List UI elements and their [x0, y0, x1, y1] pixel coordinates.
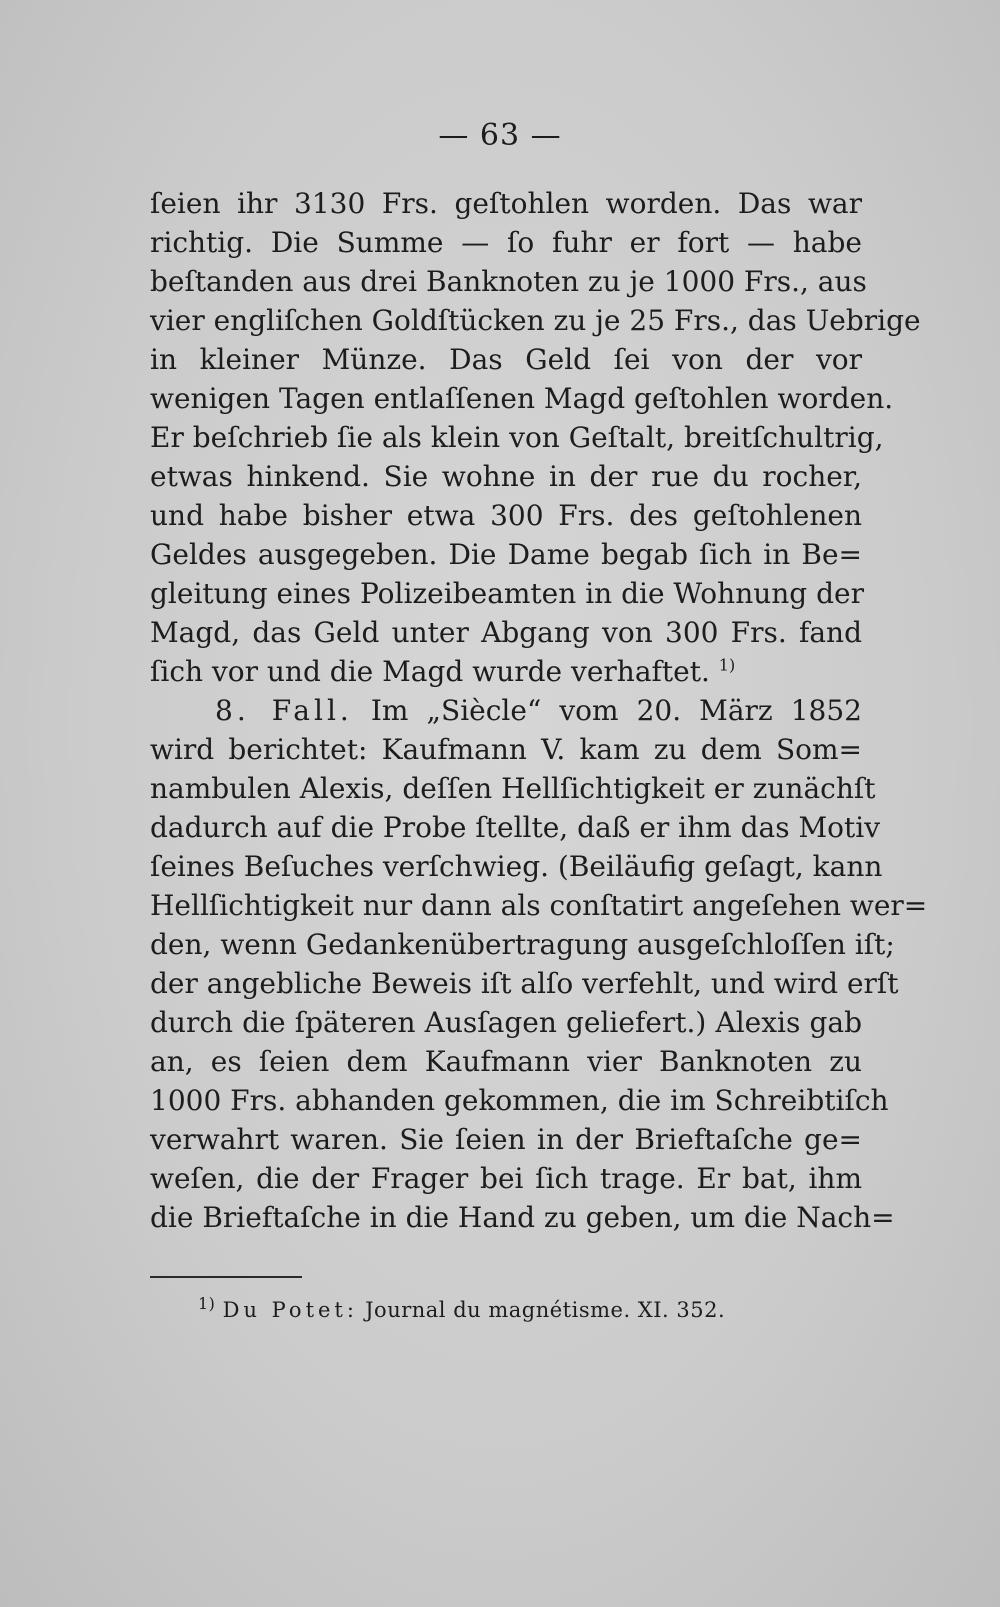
text-line: die Brieftaſche in die Hand zu geben, um die Nach=	[150, 1201, 895, 1234]
text-line: Er beſchrieb ſie als klein von Geſtalt, breitſchultrig,	[150, 421, 884, 454]
text-line: in kleiner Münze. Das Geld ſei von der vor	[150, 343, 862, 376]
footnote	[198, 1296, 725, 1324]
text-line: den, wenn Gedankenübertragung ausgeſchloſſen iſt;	[150, 928, 895, 961]
text-line: richtig. Die Summe — ſo fuhr er fort — habe	[150, 226, 862, 259]
text-line: beſtanden aus drei Banknoten zu je 1000 Frs., aus	[150, 265, 867, 298]
text-line: verwahrt waren. Sie ſeien in der Brieftaſche ge=	[150, 1123, 862, 1156]
footnote-divider	[150, 1276, 302, 1278]
text-line: gleitung eines Polizeibeamten in die Wohnung der	[150, 577, 864, 610]
footnote-marker: 1)	[198, 1294, 216, 1313]
footnote-reference: 1)	[718, 655, 736, 675]
footnote-text: Journal du magnétisme. XI. 352.	[365, 1298, 726, 1322]
text-line: ſeines Beſuches verſchwieg. (Beiläufig geſagt, kann	[150, 850, 883, 883]
text-line: 1000 Frs. abhanden gekommen, die im Schreibtiſch	[150, 1084, 889, 1117]
case-label: 8. Fall.	[215, 694, 353, 727]
main-text	[150, 184, 928, 1237]
text-line: etwas hinkend. Sie wohne in der rue du rocher,	[150, 460, 862, 493]
text-line: weſen, die der Frager bei ſich trage. Er bat, ihm	[150, 1162, 862, 1195]
case-heading-line	[150, 691, 862, 730]
text-line: Geldes ausgegeben. Die Dame begab ſich in Be=	[150, 538, 862, 571]
footnote-author: Du Potet:	[222, 1298, 358, 1322]
text-line-last-paragraph-1	[150, 652, 862, 691]
page-number: — 63 —	[438, 118, 562, 153]
text-line: durch die ſpäteren Ausſagen geliefert.) Alexis gab	[150, 1006, 862, 1039]
text-line: wenigen Tagen entlaſſenen Magd geſtohlen worden.	[150, 382, 894, 415]
text-line: ſich vor und die Magd wurde verhaftet.	[150, 655, 710, 688]
text-line: Hellſichtigkeit nur dann als conſtatirt angeſehen wer=	[150, 889, 928, 922]
text-line: ſeien ihr 3130 Frs. geſtohlen worden. Das war	[150, 187, 862, 220]
text-line: dadurch auf die Probe ſtellte, daß er ihm das Motiv	[150, 811, 881, 844]
case-heading-rest: Im „Siècle“ vom 20. März 1852	[370, 694, 862, 727]
text-line: der angebliche Beweis iſt alſo verfehlt, und wird erſt	[150, 967, 899, 1000]
text-line: und habe bisher etwa 300 Frs. des geſtohlenen	[150, 499, 862, 532]
text-line: nambulen Alexis, deſſen Hellſichtigkeit er zunächſt	[150, 772, 876, 805]
text-line: an, es ſeien dem Kaufmann vier Banknoten zu	[150, 1045, 862, 1078]
text-line: vier engliſchen Goldſtücken zu je 25 Frs., das Uebrige	[150, 304, 921, 337]
text-line: wird berichtet: Kaufmann V. kam zu dem Som=	[150, 733, 862, 766]
text-line: Magd, das Geld unter Abgang von 300 Frs. fand	[150, 616, 862, 649]
